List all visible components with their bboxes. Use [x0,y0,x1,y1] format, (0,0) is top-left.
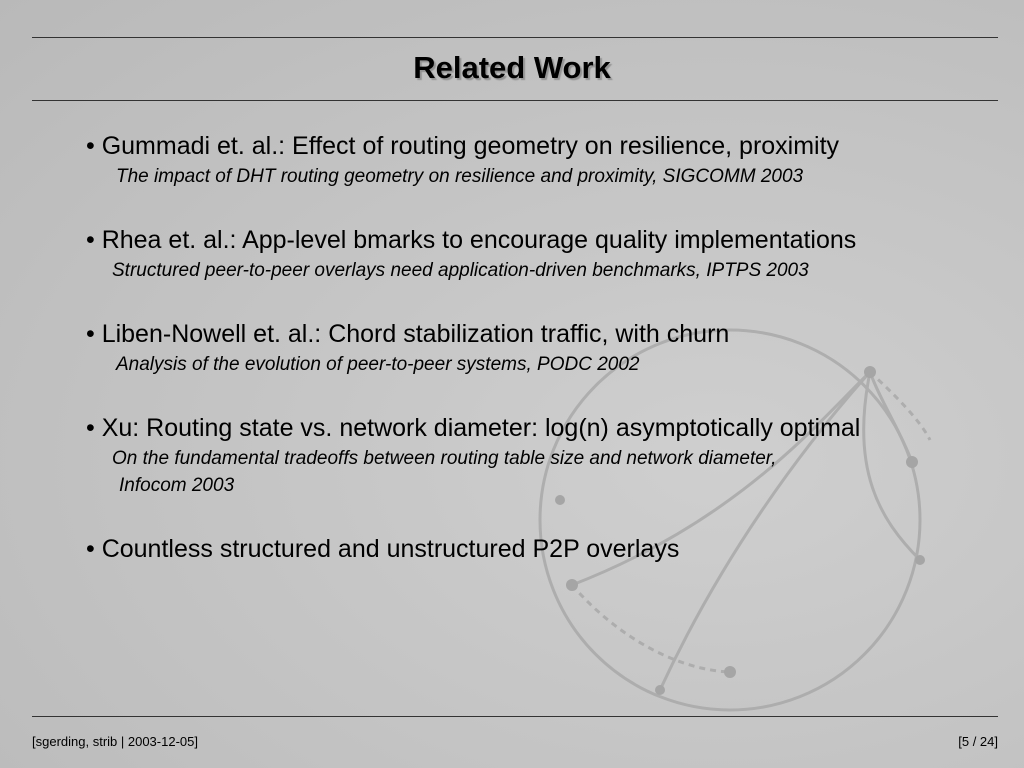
list-item [86,533,976,566]
bullet-reference-continued: Infocom 2003 [119,475,235,496]
header-rule-bottom [32,100,998,101]
footer-rule [32,716,998,717]
list-item [86,224,976,284]
bullet-reference: On the fundamental tradeoffs between routing table size and network diameter, [112,448,777,469]
bullet-heading: • Liben-Nowell et. al.: Chord stabilization traffic, with churn [86,320,730,348]
header-rule-top [32,37,998,38]
list-item [86,130,976,190]
list-item [86,412,976,499]
list-item [86,318,976,378]
bullet-list [86,130,976,600]
bullet-reference: The impact of DHT routing geometry on resilience and proximity, SIGCOMM 2003 [116,166,804,187]
bullet-reference: Analysis of the evolution of peer-to-peer systems, PODC 2002 [116,354,640,375]
bullet-heading: • Gummadi et. al.: Effect of routing geometry on resilience, proximity [86,132,840,160]
footer-authors-date: [sgerding, strib | 2003-12-05] [32,734,198,749]
footer-page-number: [5 / 24] [958,734,998,749]
bullet-heading: • Countless structured and unstructured P2P overlays [86,535,680,563]
bullet-reference: Structured peer-to-peer overlays need application-driven benchmarks, IPTPS 2003 [112,260,809,281]
slide-title: Related Work [413,50,611,85]
bullet-heading: • Rhea et. al.: App-level bmarks to encourage quality implementations [86,226,857,254]
bullet-heading: • Xu: Routing state vs. network diameter: log(n) asymptotically optimal [86,414,861,442]
